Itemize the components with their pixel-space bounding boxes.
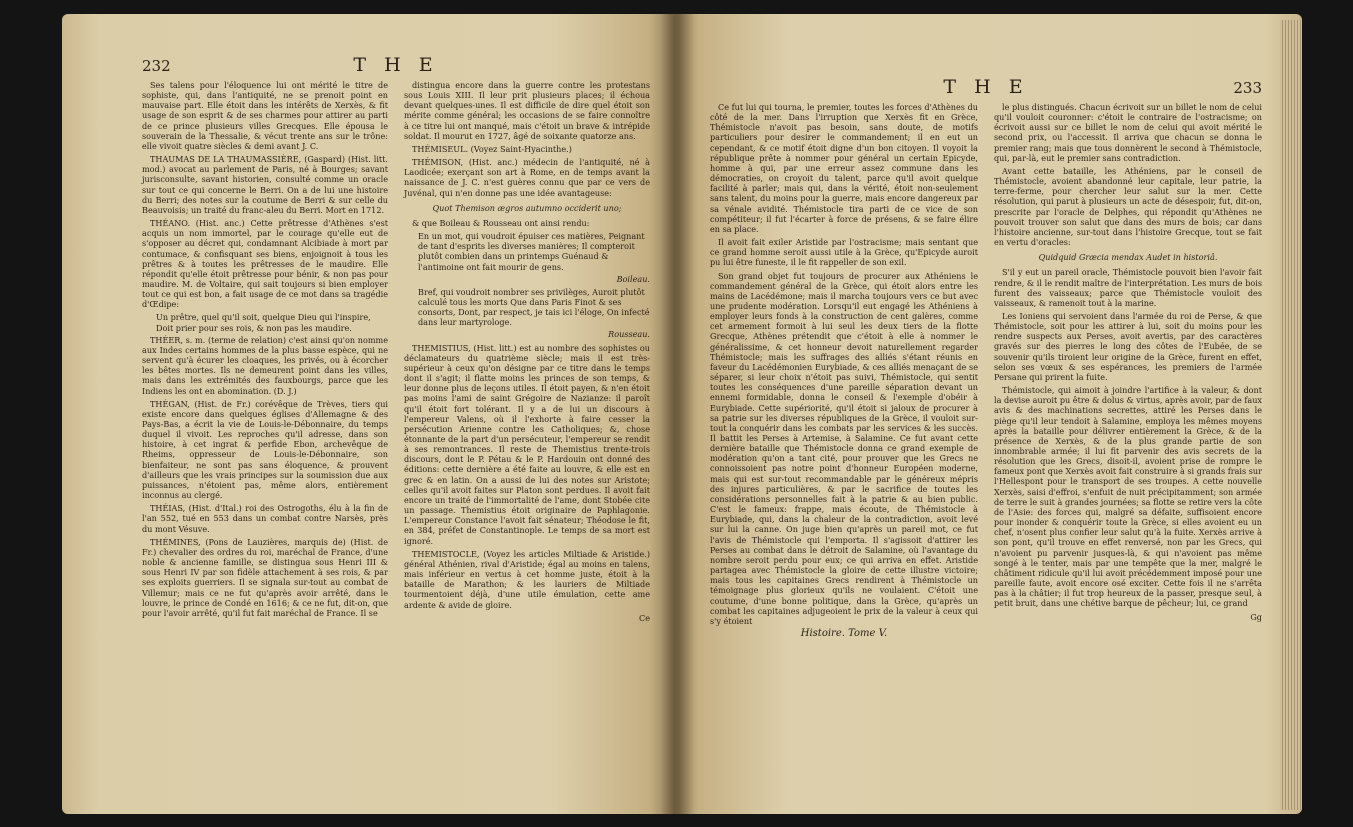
- right-column-2: [994, 102, 1262, 639]
- entry-theer: THÉER, s. m. (terme de relation) c'est ainsi qu'on nomme aux Indes certains hommes de la plus basse espèce, qui ne servent qu'à écurer les cloaques, les privés, ou à écorcher les bêtes mortes. Ils ne demeurent point dans les villes, mais dans les extrémités des fauxbourgs, parce que les Indiens les ont en abomination. (D. J.): [142, 334, 388, 396]
- signature-mark: Gg: [1250, 611, 1262, 622]
- entry-thaumassiere: THAUMAS DE LA THAUMASSIÈRE, (Gaspard) (Hist. litt. mod.) avocat au parlement de Paris, né à Bourges; savant jurisconsulte, savant historien, consulté comme un oracle sur tout ce qui concerne le Berri. On a de lui une histoire du Berri; des notes sur la coutume de Berri & sur celle du Beauvoisis; un traité du franc-aleu du Berri. Mort en 1712.: [142, 154, 388, 215]
- paragraph: & que Boileau & Rousseau ont ainsi rendu:: [412, 217, 590, 228]
- page-footer: Histoire. Tome V.: [800, 627, 888, 639]
- paragraph: Ce fut lui qui tourna, le premier, toutes les forces d'Athènes du côté de la mer. Dans l'irruption que Xerxès fit en Grèce, Thémistocle n'avoit pas besoin, sans doute, de motifs particuliers pour desirer le commandement; il en eut un cependant, & ce motif étoit digne d'un bon citoyen. Il voyoit la république prête à nommer pour général un certain Epicyde, homme à qui, par une erreur assez commune dans les démocraties, on croyoit du talent, parce qu'il avoit quelque facilité à parler; mais qui, dans la vérité, étoit non-seulement sans talent, du moins pour la guerre, mais encore dangereux par sa vénale avidité. Thémistocle tira parti de ce vice de son compétiteur; il fut l'écarter à force de présens, & se faire élire en sa place.: [710, 102, 978, 234]
- paragraph: distingua encore dans la guerre contre les protestans sous Louis XIII. Il leur prit plusieurs places; il échoua devant quelques-unes. Il est difficile de dire quel étoit son mérite comme général; les occasions de se faire connoître à ce titre lui ont manqué, mais c'étoit un brave & intrépide soldat. Il mourut en 1727, âgé de soixante quatorze ans.: [404, 80, 650, 141]
- attribution-rousseau: Rousseau.: [608, 329, 650, 340]
- attribution-boileau: Boileau.: [616, 273, 650, 284]
- paragraph: Thémistocle, qui aimoit à joindre l'artifice à la valeur, & dont la devise auroit pu être & dolus & virtus, après avoir, par de faux avis & des machinations secrettes, attiré les Perses dans le piège qu'il leur tendoit à Salamine, employa les mêmes moyens après la bataille pour délivrer entièrement la Grèce, & de la présence de Xerxès, & de la plus grande partie de son innombrable armée; il lui fit parvenir des avis secrets de la résolution que les Grecs, disoit-il, avoient prise de rompre le fameux pont que Xerxès avoit fait construire à si grands frais sur l'Hellespont pour le transport de ses troupes. A cette nouvelle Xerxès, saisi d'effroi, s'enfuit de nuit précipitamment; son armée de terre le suit à grandes journées; sa flotte se retire vers la côte de l'Asie: des forces qui, malgré sa défaite, suffisoient encore pour inonder & conquérir toute la Grèce, si elles avoient eu un chef, n'osent plus confier leur salut qu'à la fuite. Xerxès arrive à son pont, qu'il trouve en effet renversé, non par les Grecs, qui n'avoient pu parvenir jusques-là, & qui n'avoient pas même songé à le tenter, mais par une tempête que la mer, malgré le châtiment ridicule qu'il lui avoit précédemment imposé pour une pareille faute, avoit encore osé exciter. Cette fois il ne s'arrêta pas à la châtier; il fut trop heureux de la passer, presque seul, à petit bruit, dans une chétive barque de pêcheur; lui, ce grand: [994, 385, 1262, 609]
- left-page-header: [142, 54, 650, 76]
- book-gutter: [660, 14, 694, 814]
- entry-themiseul: THÉMISEUL. (Voyez Saint-Hyacinthe.): [412, 143, 572, 154]
- right-running-head: T H E: [943, 76, 1029, 98]
- paragraph: S'il y eut un pareil oracle, Thémistocle pouvoit bien l'avoir fait rendre, & il le rendit maître de l'interprétation. Les murs de bois furent des vaisseaux; parce que Thémistocle vouloit des vaisseaux, & ramenoit tout à la marine.: [994, 267, 1262, 308]
- right-page: [674, 14, 1302, 814]
- left-page-number: 232: [142, 57, 171, 75]
- paragraph: Son grand objet fut toujours de procurer aux Athéniens le commandement général de la Grèce, qui étoit alors entre les mains de Lacédémone; mais il marcha toujours vers ce but avec une prudente modération. Lorsqu'il eut engagé les Athéniens à employer leurs fonds à la construction de cent galères, comme cet armement formoit à lui seul les deux tiers de la flotte Grecque, Athènes prétendit que c'étoit à elle à nommer le généralissime, & cet honneur devoit naturellement regarder Thémistocle; mais les suffrages des alliés s'étant réunis en faveur du Lacédémonien Eurybiade, & ces alliés menaçant de se séparer, si leur choix n'étoit pas suivi, Thémistocle, qui sentit toutes les conséquences d'une pareille séparation devant un ennemi formidable, donna le conseil & l'exemple d'obéir à Eurybiade. Cette supériorité, qu'il étoit si jaloux de procurer à sa patrie sur les diverses républiques de la Grèce, il vouloit sur-tout la conquérir dans les combats par les services & les succès. Il battit les Perses à Artemise, à Salamine. Ce fut avant cette dernière bataille que Thémistocle donna ce grand exemple de modération qu'on a tant cité, pour prouver que les Grecs ne connoissoient pas notre point d'honneur Européen moderne, mais qui est sur-tout recommandable par le généreux mépris des injures particulières, & par le sacrifice de toutes les considérations personnelles fait à la patrie & au bien public. C'est le fameux: frappe, mais écoute, de Thémistocle à Eurybiade, qui, dans la chaleur de la contradiction, avoit levé sur lui la canne. On juge bien qu'après un pareil mot, ce fut l'avis de Thémistocle qui l'emporta. Il s'agissoit d'attirer les Perses au combat dans le détroit de Salamine, où l'avantage du nombre seroit perdu pour eux; ce qui arriva en effet. Aristide partagea avec Thémistocle la gloire de cette illustre victoire; mais tous les capitaines Grecs rendirent à Thémistocle un témoignage plus glorieux qu'ils ne voulaient. C'étoit une coutume, d'une bonne politique, dans la Grèce, qu'après un combat les capitaines adjugeoient le prix de la valeur à ceux qui s'y étoient: [710, 270, 978, 626]
- paragraph: Avant cette bataille, les Athéniens, par le conseil de Thémistocle, avoient abandonné leur capitale, leur patrie, la terre-ferme, pour chercher leur salut sur la mer. Cette résolution, qui parut à plusieurs un acte de désespoir, fut, dit-on, prescrite par l'oracle de Delphes, qui répondit qu'Athènes ne pouvoit trouver son salut que dans des murs de bois; car dans l'histoire ancienne, sur-tout dans l'histoire Grecque, tout se fait en vertu d'oracles:: [994, 165, 1262, 248]
- entry-theano: THÉANO. (Hist. anc.) Cette prêtresse d'Athènes s'est acquis un nom immortel, par le courage qu'elle eut de s'opposer au décret qui, condamnant Alcibiade à mort par contumace, & confisquant ses biens, enjoignoit à tous les prêtres & à toutes les prêtresses de le maudire. Elle répondit qu'elle étoit prêtresse pour bénir, & non pas pour maudire. M. de Voltaire, qui sait toujours si bien employer tout ce qui est bon, a fait usage de ce mot dans sa tragédie d'Œdipe:: [142, 218, 388, 310]
- paragraph: Ses talens pour l'éloquence lui ont mérité le titre de sophiste, qui, dans l'antiquité, ne se prenoit point en mauvaise part. Elle étoit dans les intérêts de Xerxès, & fit usage de son esprit & de ses charmes pour attirer au parti de ce prince plusieurs villes Grecques. Elle épousa le souverain de la Thessalie, & vécut trente ans sur le trône: elle vivoit quatre siècles & demi avant J. C.: [142, 80, 388, 151]
- right-column-1: [710, 102, 978, 639]
- entry-thegan: THÉGAN, (Hist. de Fr.) corévêque de Trèves, tiers qui existe encore dans quelques églises d'Allemagne & des Pays-Bas, a écrit la vie de Louis-le-Débonnaire, du temps duquel il vivoit. Les reproches qu'il adresse, dans son histoire, à cet ingrat & perfide Ebon, archevêque de Rheims, oppresseur de Louis-le-Débonnaire, son bienfaiteur, ne sont pas sans éloquence, & prouvent d'ailleurs que les vrais principes sur la soumission due aux puissances, n'étoient pas, même alors, entièrement inconnus au clergé.: [142, 398, 388, 501]
- paragraph: Il avoit fait exiler Aristide par l'ostracisme; mais sentant que ce grand homme seroit aussi utile à la Grèce, qu'Epicyde auroit pu lui être funeste, il le fit rappeller de son exil.: [710, 237, 978, 268]
- left-column-1: [142, 80, 388, 626]
- entry-themison: THÉMISON, (Hist. anc.) médecin de l'antiquité, né à Laodicée; exerçant son art à Rome, en de temps avant la naissance de J. C. n'est guères connu que par ce vers de Juvénal, qui n'en donne pas une idée avantageuse:: [404, 157, 650, 198]
- paragraph: le plus distingués. Chacun écrivoit sur un billet le nom de celui qu'il vouloit couronner: c'étoit le contraire de l'ostracisme; on écrivoit aussi sur ce billet le nom de celui qui avoit mérité le second prix, ou l'accessit. Il arriva que chacun se donna le premier rang; mais que tous donnèrent le second à Thémistocle, qui, par-là, eut le premier sans contradiction.: [994, 102, 1262, 163]
- entry-theias: THÉIAS, (Hist. d'Ital.) roi des Ostrogoths, élu à la fin de l'an 552, tué en 553 dans un combat contre Narsès, près du mont Vésuve.: [142, 503, 388, 534]
- verse-quote: Un prêtre, quel qu'il soit, quelque Dieu qui l'inspire, Doit prier pour ses rois, & non pas les maudire.: [156, 312, 371, 333]
- left-page: [62, 14, 674, 814]
- open-book: [62, 14, 1302, 814]
- verse-boileau: En un mot, qui voudroit épuiser ces matières, Peignant de tant d'esprits les diverses manières; Il compteroit plutôt combien dans un printemps Guénaud & l'antimoine ont fait mourir de gens.: [418, 231, 645, 272]
- page-edges: [1280, 20, 1302, 810]
- entry-themistocle: THEMISTOCLE, (Voyez les articles Miltiade & Aristide.) général Athénien, rival d'Aristide; égal au moins en talens, mais inférieur en vertus à cet homme juste, étoit à la bataille de Marathon; & les lauriers de Miltiade tourmentoient déjà, d'une utile émulation, cette ame ardente & avide de gloire.: [404, 548, 650, 610]
- entry-themistius: THEMISTIUS, (Hist. litt.) est au nombre des sophistes ou déclamateurs du quatrième siècle; mais il est très-supérieur à ceux qu'on désigne par ce titre dans le temps dont il s'agit; il flatte moins les princes de son temps, & leur donne plus de leçons utiles. Il étoit payen, & n'en étoit pas moins l'ami de saint Grégoire de Nazianze: il paroît qu'il étoit fort tolérant. Il y a de lui un discours à l'empereur Valens, où il l'exhorte à faire cesser la persécution Arienne contre les Catholiques; &, chose étonnante de la part d'un persécuteur, l'empereur se rendit à ses remontrances. Il reste de Themistius trente-trois discours, dont le P. Pétau & le P. Hardouin ont donné des éditions: cette dernière a été faite au louvre, & elle est en grec & en latin. On a aussi de lui des notes sur Aristote; celles qu'il avoit faites sur Platon sont perdues. Il avoit fait encore un traité de l'immortalité de l'ame, dont Stobée cite un passage. Themistius étoit originaire de Paphlagonie. L'empereur Constance l'avoit fait sénateur; Théodose le fit, en 384, préfet de Constantinople. Le temps de sa mort est ignoré.: [404, 342, 650, 546]
- left-running-head: T H E: [353, 54, 439, 76]
- latin-quote: Quidquid Græcia mendax Audet in historiâ.: [1038, 252, 1218, 263]
- verse-rousseau: Bref, qui voudroit nombrer ses privilèges, Auroit plutôt calculé tous les morts Que dans Paris Finot & ses consorts, Dont, par respect, je tais ici l'éloge, On infecté dans leur martyrologe.: [418, 286, 650, 328]
- left-column-2: [404, 80, 650, 626]
- catchword: Ce: [639, 612, 650, 623]
- right-page-header: [710, 76, 1262, 98]
- paragraph: Les Ioniens qui servoient dans l'armée du roi de Perse, & que Thémistocle, soit pour les attirer à lui, soit du moins pour les rendre suspects aux Perses, avoit avertis, par des caractères gravés sur des pierres le long des côtes de l'Eubée, de se souvenir qu'ils tiroient leur origine de la Grèce, furent en effet, selon ses vœux & ses espérances, les premiers de l'armée Persane qui prirent la fuite.: [994, 310, 1262, 382]
- latin-quote: Quot Themison ægros autumno occiderit uno;: [432, 202, 622, 213]
- entry-themines: THÉMINES, (Pons de Lauzières, marquis de) (Hist. de Fr.) chevalier des ordres du roi, maréchal de France, d'une noble & ancienne famille, se distingua sous Henri III & sous Henri IV par son fidèle attachement à ses rois, & par ses exploits guerriers. Il se signala sur-tout au combat de Villemur; mais ce ne fut qu'après avoir arrêté, dans le louvre, le prince de Condé en 1616; & ce ne fut, dit-on, que pour l'avoir arrêté, qu'il fut fait maréchal de France. Il se: [142, 536, 388, 618]
- right-page-number: 233: [1233, 79, 1262, 97]
